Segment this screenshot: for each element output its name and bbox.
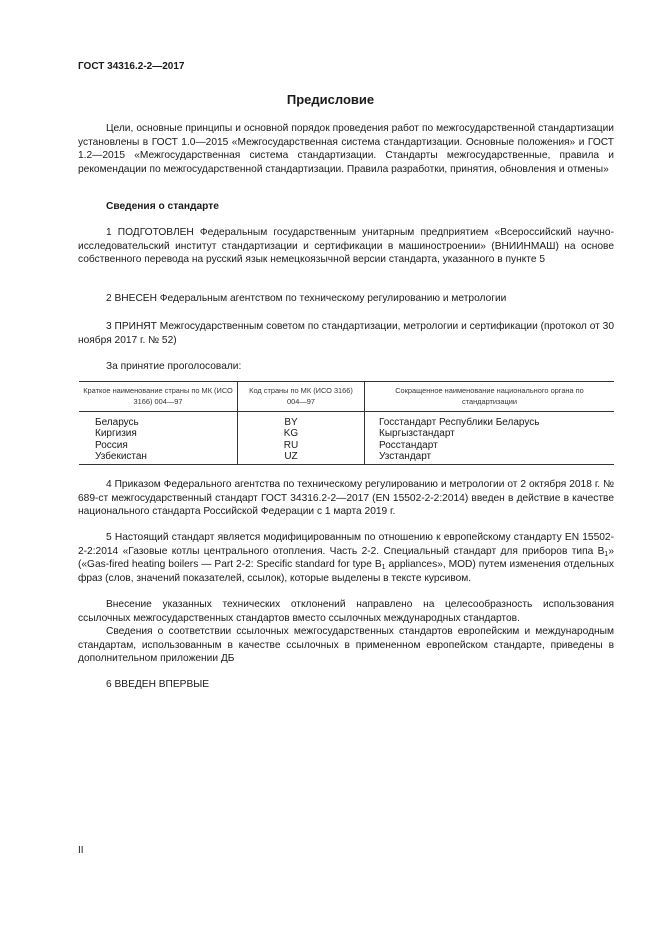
item-4-paragraph bbox=[78, 478, 614, 519]
vote-caption-text: За принятие проголосовали: bbox=[106, 361, 242, 372]
code-cell: BY bbox=[238, 412, 365, 429]
page-number: II bbox=[78, 845, 84, 856]
code-cell: KG bbox=[238, 428, 365, 439]
item-3-paragraph bbox=[78, 320, 614, 347]
item-5-p2-text: Внесение указанных технических отклонений направлено на целесообразность использования ссылочных межгосударственных стандартов вместо ссылочных международных стандартов. bbox=[78, 599, 614, 624]
section-title-text: Сведения о стандарте bbox=[106, 201, 219, 212]
country-cell: Узбекистан bbox=[79, 451, 238, 465]
item-4-text: 4 Приказом Федерального агентства по техническому регулированию и метрологии от 2 октября 2018 г. № 689-ст межгосударственный стандарт ГОСТ 34316.2-2—2017 (EN 15502-2-2:2014) введен в действие в качестве национального стандарта Российской Федерации с 1 марта 2019 г. bbox=[78, 479, 614, 517]
page-title: Предисловие bbox=[286, 92, 375, 107]
column-header-code: Код страны по МК (ИСО 3166) 004—97 bbox=[238, 382, 365, 412]
item-5-paragraph-2 bbox=[78, 598, 614, 625]
organization-cell: Госстандарт Республики Беларусь bbox=[365, 412, 615, 429]
item-5-paragraph-3 bbox=[78, 625, 614, 666]
vote-caption bbox=[78, 360, 614, 374]
item-2-paragraph bbox=[78, 292, 614, 306]
item-5-paragraph bbox=[78, 531, 614, 585]
section-title bbox=[78, 200, 614, 214]
item-1-paragraph bbox=[78, 226, 614, 267]
code-cell: RU bbox=[238, 440, 365, 451]
subscript: 1 bbox=[381, 564, 386, 571]
country-cell: Киргизия bbox=[95, 428, 137, 440]
item-2-text: 2 ВНЕСЕН Федеральным агентством по техническому регулированию и метрологии bbox=[106, 293, 507, 304]
item-5-text-part1: 5 Настоящий стандарт является модифицированным по отношению к европейскому стандарту EN 15502-2-2:2014 «Газовые котлы центрального отопления. Часть 2-2. Специальный стандарт для приборов типа B bbox=[78, 532, 614, 557]
column-header-country: Краткое наименование страны по МК (ИСО 3166) 004—97 bbox=[79, 382, 238, 412]
table-row bbox=[79, 440, 614, 451]
column-header-organization: Сокращенное наименование национального органа по стандартизации bbox=[365, 382, 615, 412]
country-cell: Россия bbox=[95, 439, 128, 451]
item-5-text-part3: appliances», MOD) путем изменения отдельных фраз (слов, значений показателей, ссылок), которые выделены в тексте курсивом. bbox=[78, 559, 614, 584]
organization-cell: Кыргызстандарт bbox=[365, 428, 615, 439]
item-3-text: 3 ПРИНЯТ Межгосударственным советом по стандартизации, метрологии и сертификации (протокол от 30 ноября 2017 г. № 52) bbox=[78, 321, 614, 346]
organization-cell: Узстандарт bbox=[365, 451, 615, 465]
voting-table bbox=[79, 381, 614, 465]
table-row bbox=[79, 451, 614, 465]
item-5-p3-text: Сведения о соответствии ссылочных межгосударственных стандартов европейским и международным стандартам, использованным в качестве ссылочных в примененном европейском стандарте, приведены в дополнительном приложении ДБ bbox=[78, 626, 614, 664]
country-cell: Беларусь bbox=[95, 417, 139, 428]
intro-paragraph bbox=[78, 122, 614, 176]
item-6-text: 6 ВВЕДЕН ВПЕРВЫЕ bbox=[106, 679, 210, 690]
code-cell: UZ bbox=[238, 451, 365, 465]
item-5-text-part2: » («Gas-fired heating boilers — Part 2-2: Specific standard for type B bbox=[78, 545, 614, 570]
intro-text: Цели, основные принципы и основной порядок проведения работ по межгосударственной стандартизации установлены в ГОСТ 1.0—2015 «Межгосударственная система стандартизации. Основные положения» и ГОСТ 1.2—2015 «Межгосударственная система стандартизации. Стандарты межгосударственные, правила и рекомендации по межгосударственной стандартизации. Правила разработки, принятия, обновления и отмены» bbox=[78, 123, 614, 175]
table-header-row bbox=[79, 382, 614, 412]
item-6-paragraph bbox=[78, 678, 614, 692]
table-row bbox=[79, 428, 614, 439]
document-header: ГОСТ 34316.2-2—2017 bbox=[78, 61, 185, 72]
subscript: 1 bbox=[604, 550, 609, 558]
organization-cell: Росстандарт bbox=[365, 440, 615, 451]
table-row bbox=[79, 412, 614, 429]
item-1-text: 1 ПОДГОТОВЛЕН Федеральным государственным унитарным предприятием «Всероссийский научно-исследовательский институт стандартизации и сертификации в машиностроении» (ВНИИНМАШ) на основе собственного перевода на русский язык немецкоязычной версии стандарта, указанного в пункте 5 bbox=[78, 227, 614, 265]
